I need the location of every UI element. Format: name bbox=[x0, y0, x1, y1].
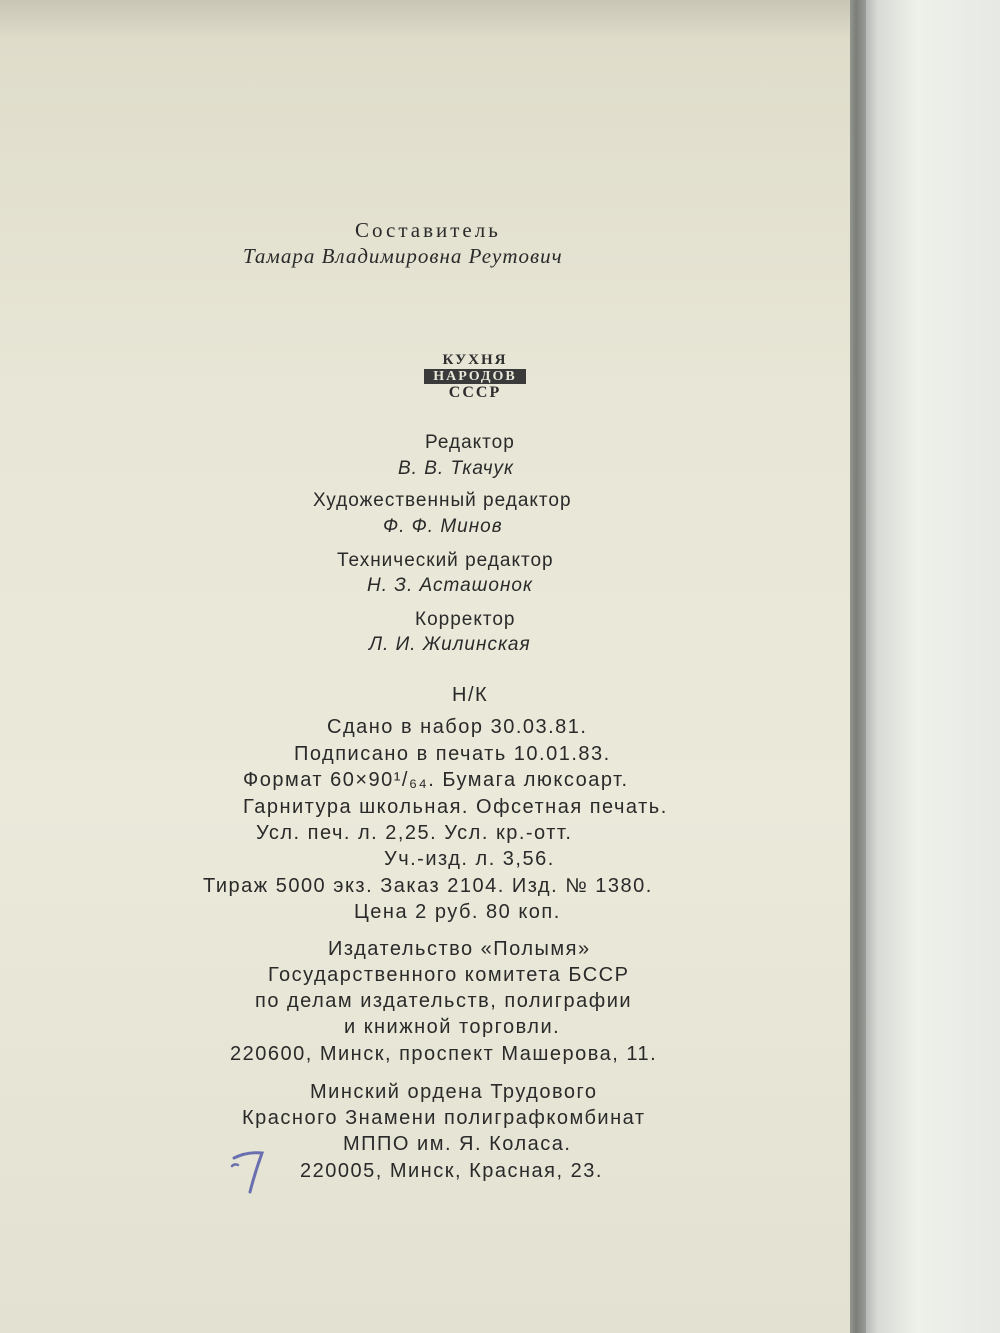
classification-code: Н/К bbox=[452, 684, 489, 706]
publisher-line: 220600, Минск, проспект Машерова, 11. bbox=[230, 1043, 658, 1065]
series-logo bbox=[420, 352, 530, 404]
publisher-line: и книжной торговли. bbox=[344, 1016, 561, 1038]
imprint-line: Подписано в печать 10.01.83. bbox=[294, 743, 611, 765]
imprint-line: Усл. печ. л. 2,25. Усл. кр.-отт. bbox=[256, 822, 573, 844]
publisher-line: Издательство «Полымя» bbox=[328, 938, 591, 960]
credit-role: Редактор bbox=[425, 432, 515, 453]
credit-name: Л. И. Жилинская bbox=[369, 634, 531, 655]
credit-role: Корректор bbox=[415, 609, 516, 630]
credit-name: Н. З. Асташонок bbox=[367, 575, 533, 596]
logo-line-3: СССР bbox=[448, 384, 502, 401]
printer-line: 220005, Минск, Красная, 23. bbox=[300, 1160, 603, 1182]
publisher-line: по делам издательств, полиграфии bbox=[255, 990, 633, 1012]
credit-role: Художественный редактор bbox=[313, 490, 572, 511]
imprint-line: Гарнитура школьная. Офсетная печать. bbox=[243, 796, 668, 818]
adjacent-page bbox=[858, 0, 1000, 1333]
compiler-name: Тамара Владимировна Реутович bbox=[243, 244, 563, 268]
pen-mark bbox=[228, 1140, 278, 1200]
logo-line-1: КУХНЯ bbox=[442, 352, 508, 368]
imprint-line: Сдано в набор 30.03.81. bbox=[327, 716, 588, 738]
credit-role: Технический редактор bbox=[337, 550, 554, 571]
imprint-line: Тираж 5000 экз. Заказ 2104. Изд. № 1380. bbox=[203, 875, 653, 897]
credit-name: В. В. Ткачук bbox=[398, 458, 515, 479]
printer-line: МППО им. Я. Коласа. bbox=[343, 1133, 572, 1155]
compiler-label: Составитель bbox=[355, 218, 501, 242]
imprint-line: Цена 2 руб. 80 коп. bbox=[354, 901, 561, 923]
imprint-line: Уч.-изд. л. 3,56. bbox=[384, 848, 555, 870]
credit-name: Ф. Ф. Минов bbox=[383, 516, 503, 537]
imprint-line: Формат 60×90¹/₆₄. Бумага люксоарт. bbox=[243, 769, 629, 791]
printer-line: Минский ордена Трудового bbox=[310, 1081, 598, 1103]
publisher-line: Государственного комитета БССР bbox=[268, 964, 630, 986]
printer-line: Красного Знамени полиграфкомбинат bbox=[242, 1107, 646, 1129]
logo-line-2: НАРОДОВ bbox=[424, 369, 526, 384]
